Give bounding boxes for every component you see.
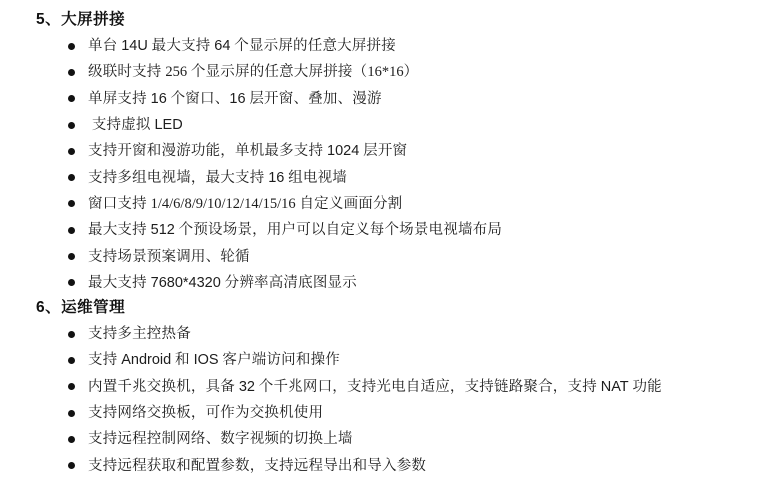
latin-text: 1/4/6/8/9/10/12/14/15/16 <box>150 195 296 212</box>
list-item-text: 支持虚拟 LED <box>88 117 183 134</box>
list-item-text: 最大支持 7680*4320 分辨率高清底图显示 <box>88 274 357 291</box>
list-item <box>68 164 748 190</box>
bullet-icon <box>68 95 75 102</box>
bullet-icon <box>68 69 75 76</box>
latin-text: IOS <box>193 352 219 369</box>
list-item-text: 级联时支持 256 个显示屏的任意大屏拼接（16*16） <box>88 64 419 81</box>
bullet-icon <box>68 357 75 364</box>
list-item <box>68 112 748 138</box>
list-item <box>68 452 748 478</box>
list-item <box>68 374 748 400</box>
list-item-text: 最大支持 512 个预设场景，用户可以自定义每个场景电视墙布局 <box>88 222 503 239</box>
bullet-icon <box>68 122 75 129</box>
latin-text: 1024 <box>327 143 360 160</box>
bullet-icon <box>68 331 75 338</box>
list-item-text: 单屏支持 16 个窗口、16 层开窗、叠加、漫游 <box>88 90 382 107</box>
latin-text: Android <box>121 352 172 369</box>
latin-text: 64 <box>214 38 231 55</box>
list-item-text: 窗口支持 1/4/6/8/9/10/12/14/15/16 自定义画面分割 <box>88 195 403 212</box>
list-item <box>68 426 748 452</box>
list-item-text: 单台 14U 最大支持 64 个显示屏的任意大屏拼接 <box>88 38 396 55</box>
list-item-text: 支持多主控热备 <box>88 326 191 343</box>
bullet-icon <box>68 200 75 207</box>
bullet-icon <box>68 279 75 286</box>
latin-text: 256 <box>165 64 188 81</box>
list-item-text: 支持场景预案调用、轮循 <box>88 248 250 265</box>
latin-text: 32 <box>238 378 255 395</box>
bullet-icon <box>68 410 75 417</box>
list-item-text: 内置千兆交换机，具备 32 个千兆网口，支持光电自适应，支持链路聚合，支持 NAT 功能 <box>88 378 662 395</box>
latin-text: NAT <box>600 378 629 395</box>
list-item <box>68 33 748 59</box>
bullet-icon <box>68 462 75 469</box>
latin-text: LED <box>154 117 183 134</box>
list-item <box>68 86 748 112</box>
bullet-icon <box>68 174 75 181</box>
latin-text: 16 <box>150 90 167 107</box>
bullet-icon <box>68 436 75 443</box>
bullet-icon <box>68 148 75 155</box>
list-item-text: 支持 Android 和 IOS 客户端访问和操作 <box>88 352 340 369</box>
document-section <box>36 8 748 296</box>
list-item <box>68 191 748 217</box>
bullet-icon <box>68 227 75 234</box>
latin-text: 512 <box>150 222 175 239</box>
section-heading: 5、大屏拼接 <box>36 11 126 28</box>
list-item <box>68 400 748 426</box>
feature-list <box>36 31 748 296</box>
section-heading: 6、运维管理 <box>36 298 126 316</box>
list-item <box>68 138 748 164</box>
latin-text: 16 <box>268 169 285 186</box>
bullet-icon <box>68 253 75 260</box>
list-item <box>68 217 748 243</box>
latin-text: 16*16 <box>367 64 404 81</box>
list-item-text: 支持远程获取和配置参数，支持远程导出和导入参数 <box>88 457 427 474</box>
list-item <box>68 243 748 269</box>
list-item-text: 支持网络交换板，可作为交换机使用 <box>88 405 324 421</box>
list-item <box>68 321 748 347</box>
list-item-text: 支持开窗和漫游功能，单机最多支持 1024 层开窗 <box>88 143 408 160</box>
bullet-icon <box>68 43 75 50</box>
list-item <box>68 59 748 85</box>
bullet-icon <box>68 383 75 390</box>
feature-list <box>36 319 748 479</box>
latin-text: 14U <box>121 38 148 55</box>
list-item-text: 支持远程控制网络、数字视频的切换上墙 <box>88 431 353 448</box>
latin-text: 16 <box>229 90 246 107</box>
latin-text: 7680*4320 <box>150 274 221 291</box>
list-item-text: 支持多组电视墙，最大支持 16 组电视墙 <box>88 169 347 186</box>
document-section <box>36 296 748 479</box>
list-item <box>68 270 748 296</box>
list-item <box>68 347 748 373</box>
